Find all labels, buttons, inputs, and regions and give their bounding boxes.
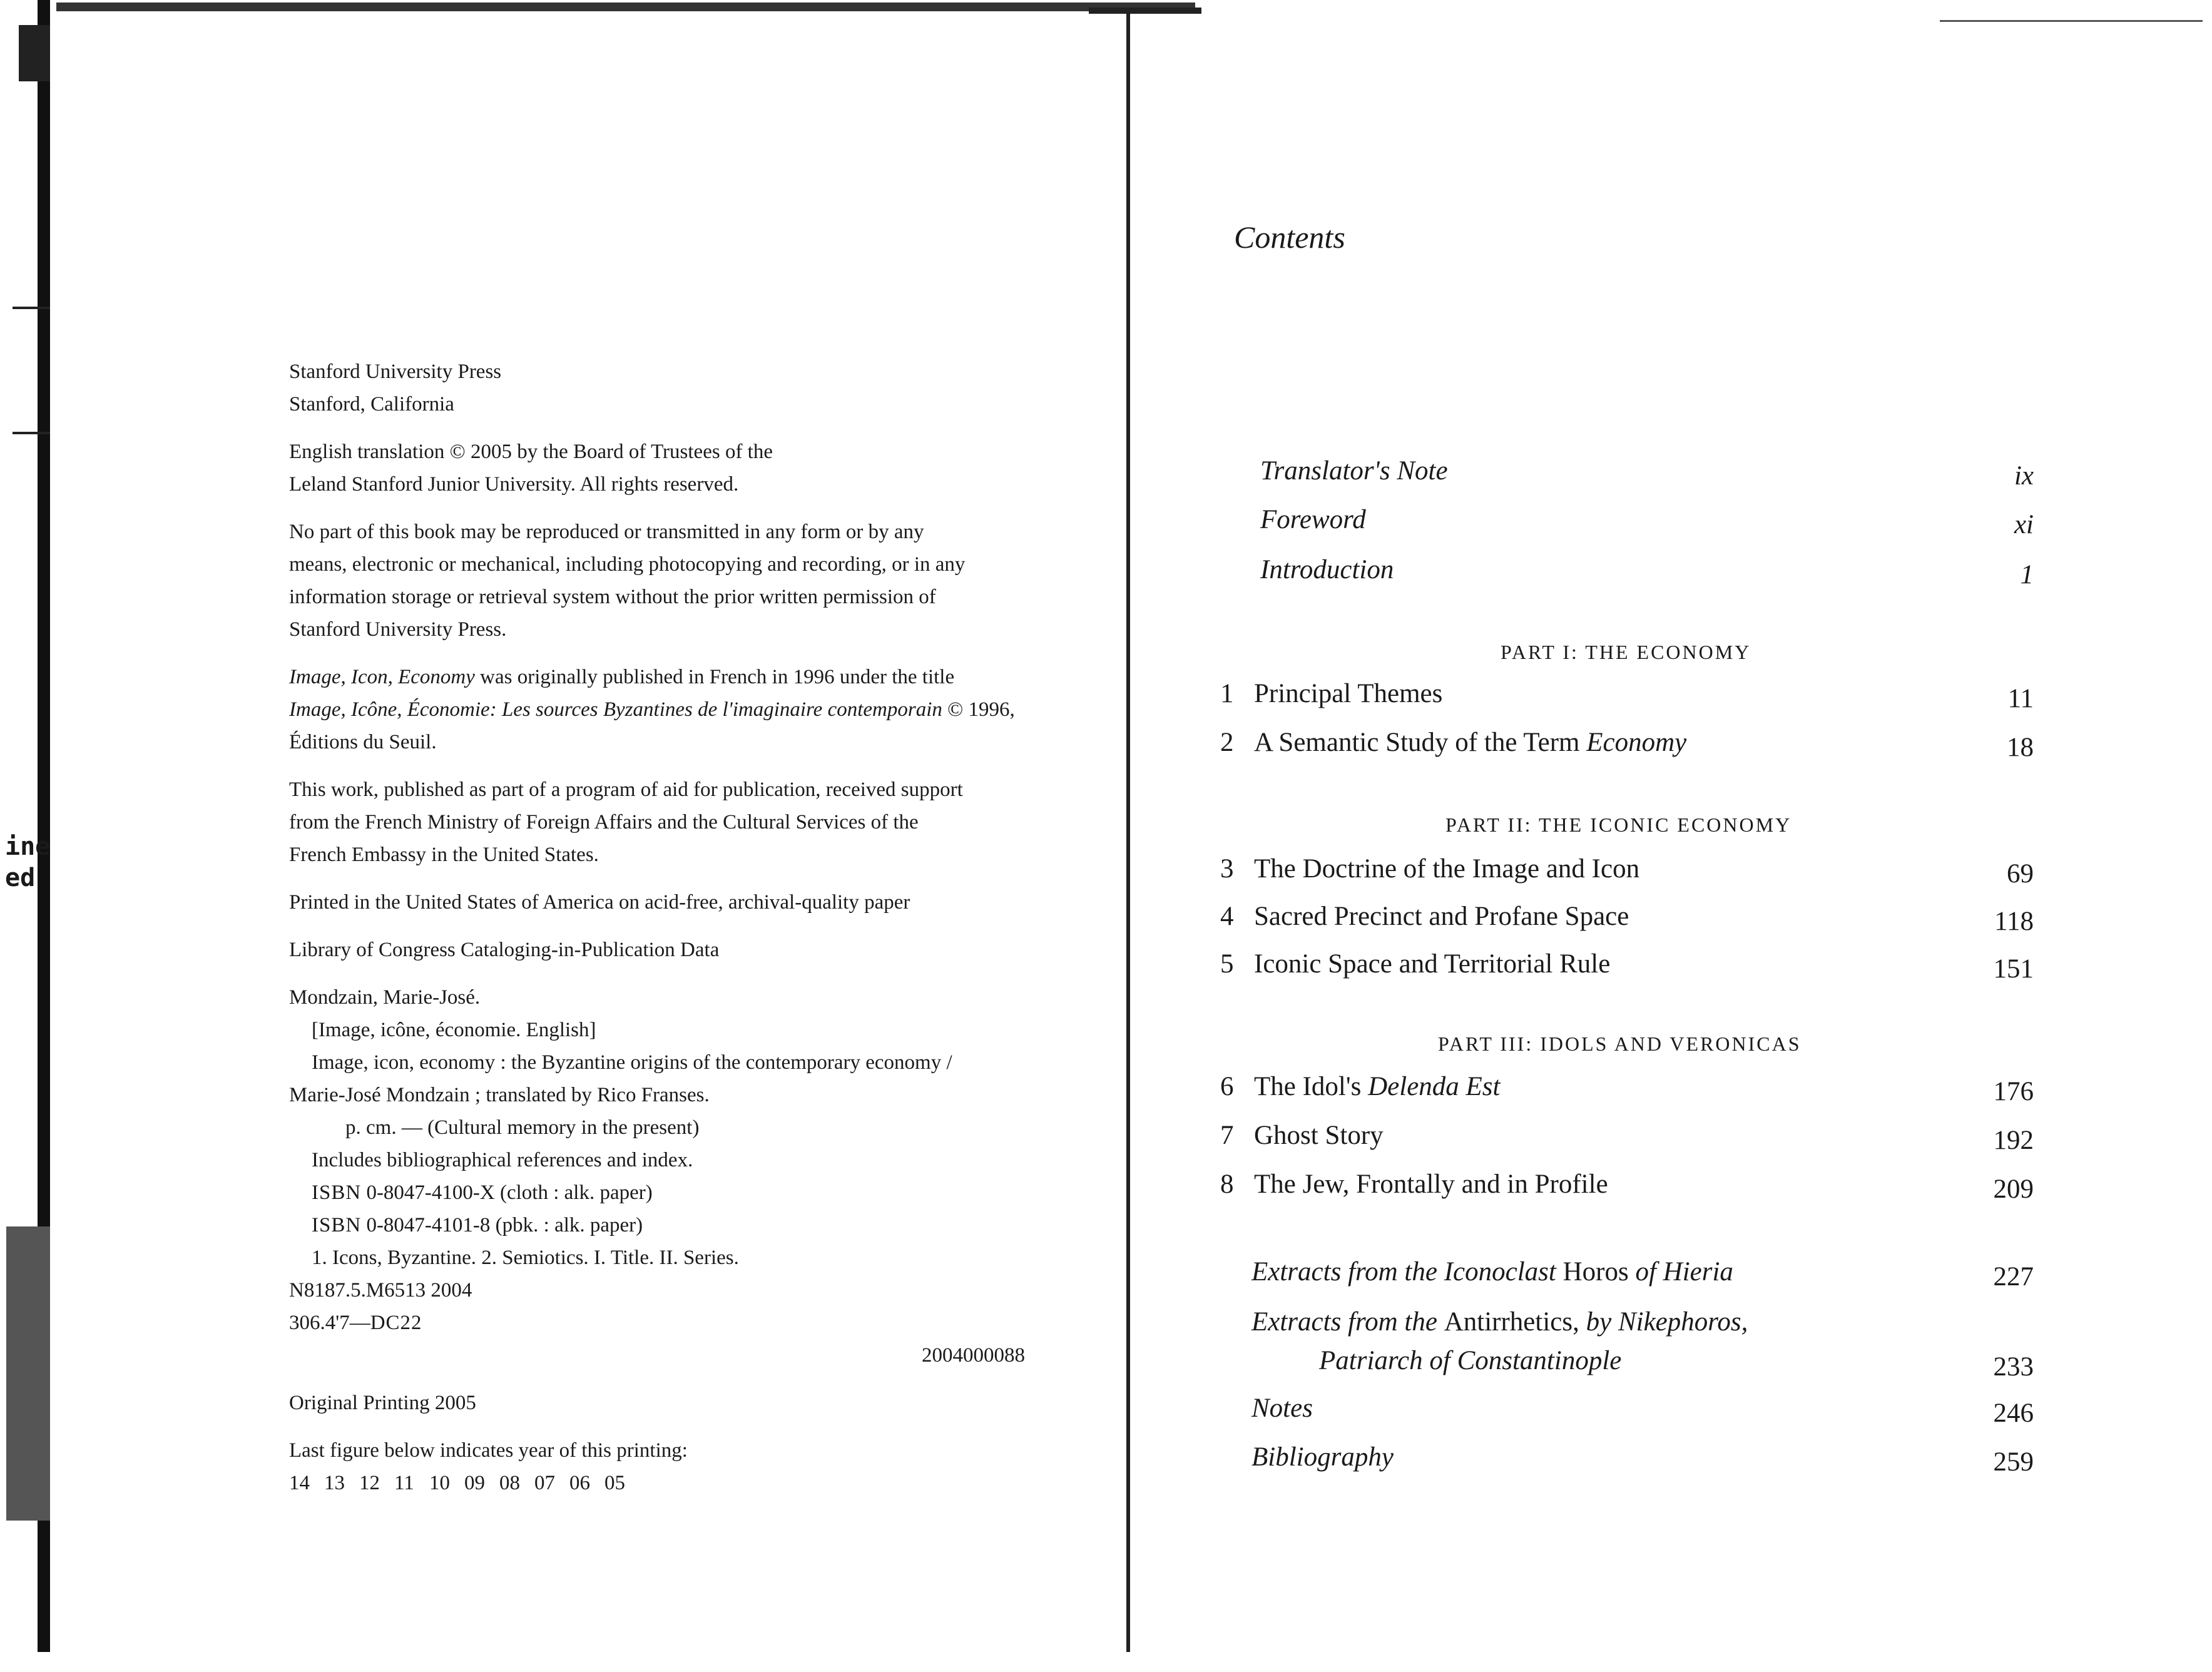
dewey-value: 306.4'7—	[289, 1312, 370, 1334]
original-title: Image, Icon, Economy	[289, 666, 475, 688]
cip-title: Marie-José Mondzain ; translated by Rico Franses.	[289, 1084, 710, 1106]
printing-year: 05	[604, 1472, 625, 1494]
publisher: Stanford University Press	[289, 360, 502, 383]
publisher-place: Stanford, California	[289, 393, 454, 415]
toc-label: Notes	[1251, 1394, 1313, 1423]
toc-label	[1251, 1307, 1748, 1337]
toc-label: Iconic Space and Territorial Rule	[1254, 949, 1611, 979]
chapter-number: 3	[1220, 854, 1234, 884]
printing-year: 12	[359, 1472, 380, 1494]
toc-entry[interactable]	[1220, 1307, 2034, 1388]
original-publication-line	[289, 693, 1040, 726]
toc-label-italic: of Hieria	[1628, 1257, 1733, 1287]
toc-entry[interactable]	[1220, 854, 2034, 897]
rights-line: information storage or retrieval system without the prior written permission of	[289, 586, 936, 608]
toc-label: Principal Themes	[1254, 679, 1443, 708]
toc-label: The Doctrine of the Image and Icon	[1254, 854, 1640, 884]
original-copyright: © 1996,	[942, 698, 1015, 721]
toc-label: Bibliography	[1251, 1442, 1394, 1472]
cip-includes: Includes bibliographical references and index.	[312, 1149, 693, 1171]
toc-page: 192	[1993, 1126, 2034, 1155]
printing-year: 09	[464, 1472, 485, 1494]
toc-page: 118	[1994, 907, 2034, 936]
toc-entry[interactable]	[1220, 901, 2034, 945]
toc-label-text: Antirrhetics,	[1444, 1307, 1579, 1337]
printing-note: Last figure below indicates year of this printing:	[289, 1439, 688, 1462]
toc-page: 151	[1993, 954, 2034, 984]
toc-page: 209	[1993, 1175, 2034, 1204]
toc-label-italic: Delenda Est	[1368, 1072, 1501, 1101]
toc-page: 18	[2007, 733, 2034, 762]
toc-label-italic: Economy	[1586, 728, 1687, 757]
toc-page: ix	[2014, 461, 2034, 491]
toc-page: 246	[1993, 1399, 2034, 1428]
toc-page: 176	[1993, 1077, 2034, 1106]
chapter-number: 8	[1220, 1170, 1234, 1199]
toc-page: 227	[1993, 1262, 2034, 1292]
toc-label: Ghost Story	[1254, 1121, 1384, 1150]
toc-label: The Jew, Frontally and in Profile	[1254, 1170, 1608, 1199]
lccn: 2004000088	[922, 1344, 1025, 1367]
copyright-line: English translation © 2005 by the Board of Trustees of the	[289, 441, 773, 463]
cip-title: Image, icon, economy : the Byzantine origins of the contemporary economy /	[312, 1051, 952, 1074]
support-line: from the French Ministry of Foreign Affairs and the Cultural Services of the	[289, 811, 919, 833]
toc-page: 1	[2020, 560, 2034, 589]
scan-edge-top	[56, 3, 1195, 11]
toc-label	[1254, 727, 1686, 758]
printed-statement: Printed in the United States of America on acid-free, archival-quality paper	[289, 891, 910, 914]
isbn-label: ISBN	[312, 1214, 362, 1236]
gutter-cap	[1089, 8, 1201, 14]
cip-heading: Library of Congress Cataloging-in-Publication Data	[289, 939, 720, 961]
toc-entry[interactable]	[1220, 1442, 2034, 1486]
original-publication-line	[289, 661, 1040, 693]
chapter-number: 7	[1220, 1121, 1234, 1150]
support-line: French Embassy in the United States.	[289, 844, 599, 866]
dewey-edition: DC22	[370, 1312, 422, 1334]
cip-uniform-title: [Image, icône, économie. English]	[312, 1019, 596, 1041]
printing-year: 13	[324, 1472, 345, 1494]
printing-year: 11	[394, 1472, 414, 1494]
isbn-value: 0-8047-4100-X (cloth : alk. paper)	[361, 1181, 653, 1204]
toc-label-text: Horos	[1562, 1257, 1629, 1287]
toc-label-italic: Extracts from the	[1251, 1307, 1444, 1337]
scan-spine-mark	[6, 1226, 50, 1521]
printing-year: 10	[429, 1472, 450, 1494]
cip-author: Mondzain, Marie-José.	[289, 986, 481, 1009]
toc-entry[interactable]	[1220, 554, 2034, 598]
toc-page: 11	[2007, 684, 2034, 713]
printing-year: 08	[499, 1472, 520, 1494]
toc-entry[interactable]	[1220, 1257, 2034, 1300]
original-printing: Original Printing 2005	[289, 1392, 476, 1414]
toc-entry[interactable]	[1220, 456, 2034, 499]
cip-isbn	[289, 1209, 1040, 1241]
toc-label-text: The Idol's	[1254, 1072, 1368, 1101]
rights-line: No part of this book may be reproduced or transmitted in any form or by any	[289, 521, 924, 543]
toc-entry[interactable]	[1220, 727, 2034, 771]
toc-label: Translator's Note	[1260, 456, 1448, 486]
part-heading: PART I: THE ECONOMY	[1501, 641, 1751, 663]
toc-label-text: A Semantic Study of the Term	[1254, 728, 1587, 757]
rights-line: means, electronic or mechanical, including photocopying and recording, or in any	[289, 553, 966, 576]
toc-label	[1251, 1257, 1733, 1287]
toc-page: 69	[2007, 859, 2034, 889]
book-gutter	[1126, 13, 1130, 1652]
toc-label-continued: Patriarch of Constantinople	[1319, 1346, 1622, 1375]
chapter-number: 4	[1220, 902, 1234, 931]
dewey-number	[289, 1307, 1040, 1339]
isbn-value: 0-8047-4101-8 (pbk. : alk. paper)	[361, 1214, 643, 1236]
chapter-number: 2	[1220, 728, 1234, 757]
part-heading: PART II: THE ICONIC ECONOMY	[1445, 813, 1792, 836]
copyright-page	[289, 355, 1040, 1514]
chapter-number: 5	[1220, 949, 1234, 979]
french-title: Image, Icône, Économie: Les sources Byzantines de l'imaginaire contemporain	[289, 698, 942, 721]
toc-label	[1254, 1071, 1500, 1102]
toc-page: 259	[1993, 1447, 2034, 1477]
toc-entry[interactable]	[1220, 504, 2034, 548]
scan-spine-mark	[19, 25, 50, 81]
cip-isbn	[289, 1176, 1040, 1209]
printing-year: 14	[289, 1472, 310, 1494]
toc-entry[interactable]	[1220, 1169, 2034, 1213]
support-line: This work, published as part of a program of aid for publication, received support	[289, 778, 963, 801]
chapter-number: 6	[1220, 1072, 1234, 1101]
original-publication-text: was originally published in French in 1996 under the title	[474, 666, 955, 688]
toc-entry[interactable]	[1220, 949, 2034, 992]
chapter-number: 1	[1220, 679, 1234, 708]
margin-fragment: ine	[5, 832, 51, 861]
scan-spine-mark	[13, 432, 50, 434]
toc-entry[interactable]	[1220, 678, 2034, 722]
printing-year: 06	[569, 1472, 590, 1494]
toc-label: Introduction	[1260, 555, 1394, 584]
toc-label: Foreword	[1260, 505, 1366, 534]
cip-subjects: 1. Icons, Byzantine. 2. Semiotics. I. Title. II. Series.	[312, 1246, 739, 1269]
printing-year: 07	[534, 1472, 555, 1494]
printing-years	[289, 1467, 1040, 1499]
toc-entry[interactable]	[1220, 1071, 2034, 1115]
part-heading: PART III: IDOLS AND VERONICAS	[1438, 1032, 1802, 1055]
toc-label-italic: Extracts from the Iconoclast	[1251, 1257, 1563, 1287]
copyright-line: Leland Stanford Junior University. All rights reserved.	[289, 473, 739, 496]
toc-label: Sacred Precinct and Profane Space	[1254, 902, 1629, 931]
lc-call-number: N8187.5.M6513 2004	[289, 1279, 472, 1302]
toc-entry[interactable]	[1220, 1393, 2034, 1437]
toc-page: 233	[1993, 1352, 2034, 1382]
cip-physical: p. cm. — (Cultural memory in the present)	[345, 1116, 700, 1139]
toc-page: xi	[2014, 510, 2034, 539]
original-publisher: Éditions du Seuil.	[289, 731, 437, 753]
scan-edge-top-right	[1940, 20, 2203, 22]
scan-spine-mark	[13, 307, 50, 309]
margin-fragment: ed	[5, 864, 36, 892]
toc-entry[interactable]	[1220, 1120, 2034, 1164]
rights-line: Stanford University Press.	[289, 618, 507, 641]
contents-title: Contents	[1234, 220, 1345, 255]
isbn-label: ISBN	[312, 1181, 362, 1204]
toc-label-italic: by Nikephoros,	[1579, 1307, 1748, 1337]
